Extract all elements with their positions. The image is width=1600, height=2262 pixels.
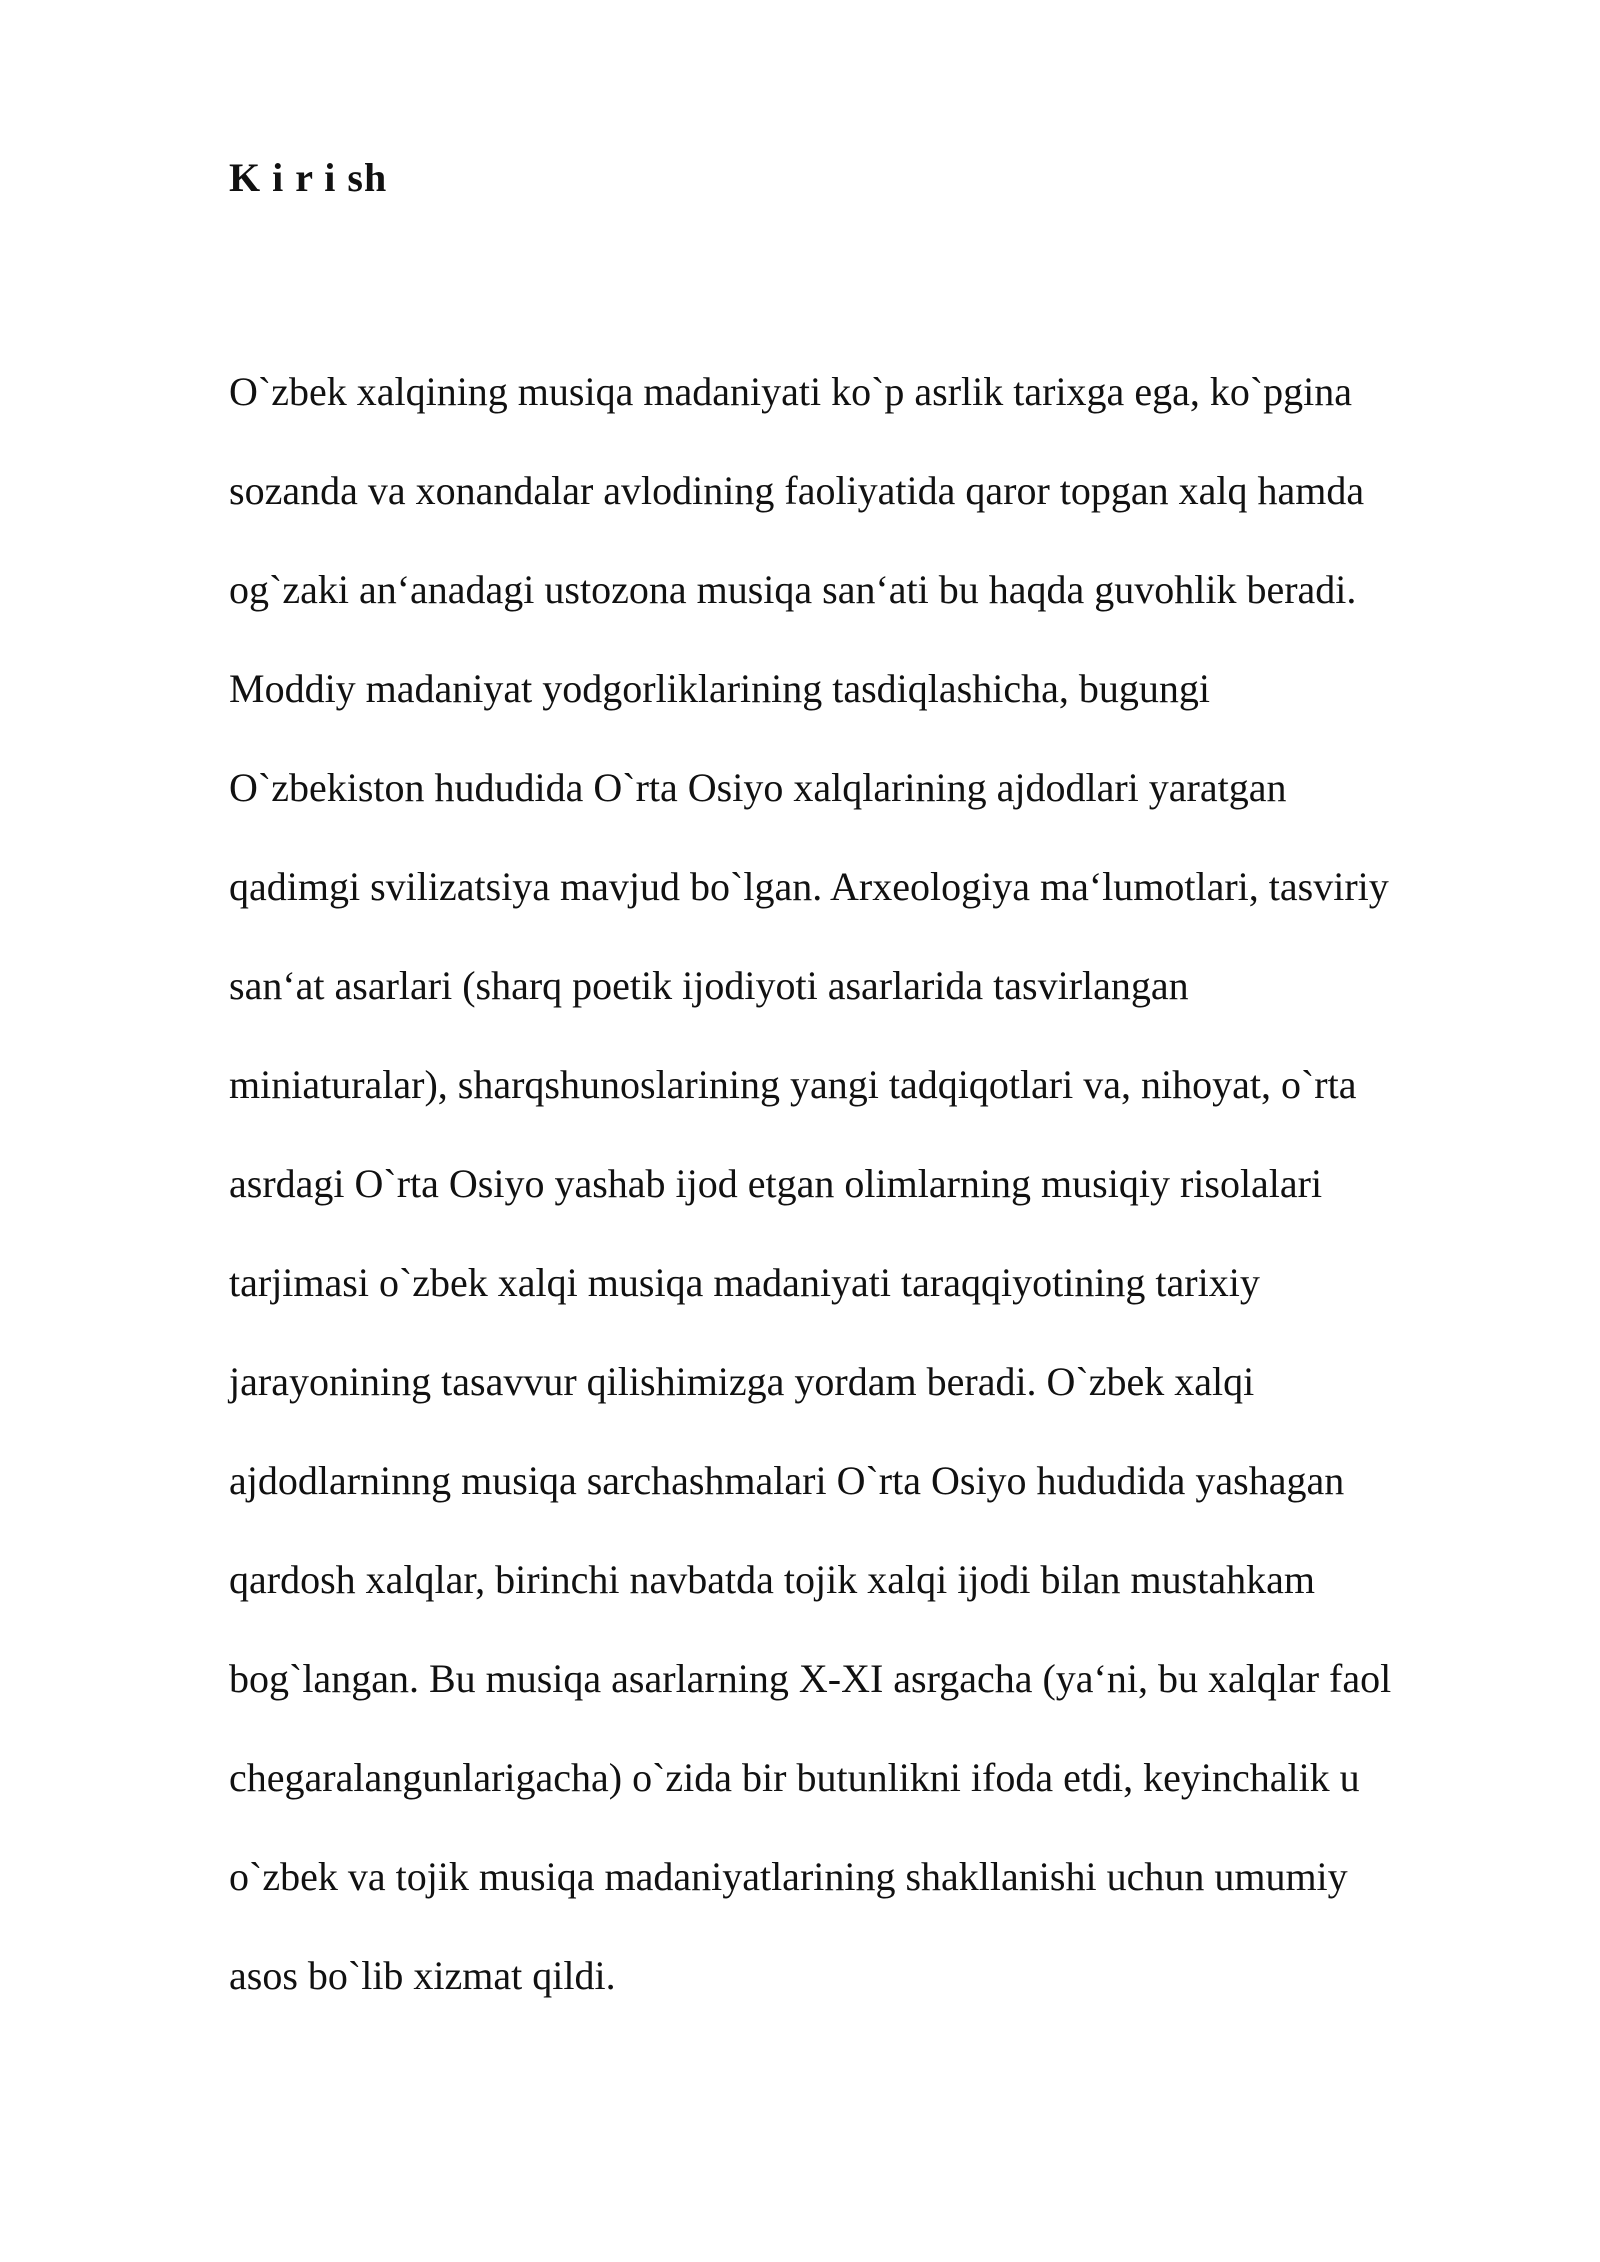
text-line: tarjimasi o`zbek xalqi musiqa madaniyati taraqqiyotining tarixiy bbox=[229, 1260, 1260, 1305]
text-line: sozanda va xonandalar avlodining faoliyatida qaror topgan xalq hamda bbox=[229, 468, 1365, 513]
text-line: asos bo`lib xizmat qildi. bbox=[229, 1953, 616, 1998]
text-line: bog`langan. Bu musiqa asarlarning X-XI asrgacha (ya‘ni, bu xalqlar faol bbox=[229, 1656, 1392, 1701]
text-line: qardosh xalqlar, birinchi navbatda tojik xalqi ijodi bilan mustahkam bbox=[229, 1557, 1315, 1602]
page-heading: K i r i sh bbox=[229, 155, 388, 200]
text-line: Moddiy madaniyat yodgorliklarining tasdiqlashicha, bugungi bbox=[229, 666, 1210, 711]
text-line: qadimgi svilizatsiya mavjud bo`lgan. Arxeologiya ma‘lumotlari, tasviriy bbox=[229, 864, 1389, 909]
text-line: asrdagi O`rta Osiyo yashab ijod etgan olimlarning musiqiy risolalari bbox=[229, 1161, 1323, 1206]
text-line: O`zbekiston hududida O`rta Osiyo xalqlarining ajdodlari yaratgan bbox=[229, 765, 1287, 810]
text-line: ajdodlarninng musiqa sarchashmalari O`rta Osiyo hududida yashagan bbox=[229, 1458, 1345, 1503]
text-line: miniaturalar), sharqshunoslarining yangi tadqiqotlari va, nihoyat, o`rta bbox=[229, 1062, 1357, 1107]
text-line: O`zbek xalqining musiqa madaniyati ko`p asrlik tarixga ega, ko`pgina bbox=[229, 369, 1353, 414]
text-line: o`zbek va tojik musiqa madaniyatlarining shakllanishi uchun umumiy bbox=[229, 1854, 1348, 1899]
text-line: san‘at asarlari (sharq poetik ijodiyoti asarlarida tasvirlangan bbox=[229, 963, 1189, 1008]
text-line: chegaralangunlarigacha) o`zida bir butunlikni ifoda etdi, keyinchalik u bbox=[229, 1755, 1360, 1800]
text-line: og`zaki an‘anadagi ustozona musiqa san‘ati bu haqda guvohlik beradi. bbox=[229, 567, 1357, 612]
body-paragraph bbox=[229, 362, 1529, 2045]
text-line: jarayonining tasavvur qilishimizga yordam beradi. O`zbek xalqi bbox=[229, 1359, 1255, 1404]
